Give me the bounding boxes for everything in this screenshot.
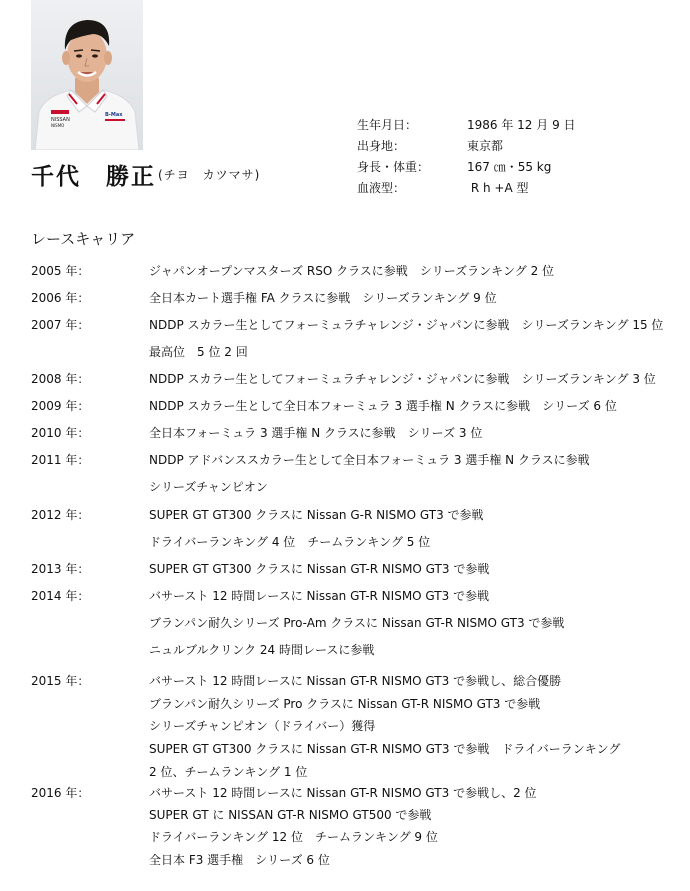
profile-value: 1986 年 12 月 9 日 <box>467 118 576 132</box>
svg-text:NISMO: NISMO <box>51 123 65 128</box>
career-year: 2015 年： <box>31 674 90 688</box>
career-line: ブランパン耐久シリーズ Pro クラスに Nissan GT-R NISMO GT3 で参戦 <box>149 697 541 711</box>
driver-portrait <box>31 0 143 150</box>
career-line: バサースト 12 時間レースに Nissan GT-R NISMO GT3 で参戦 <box>149 589 490 603</box>
career-year: 2011 年： <box>31 453 90 467</box>
career-line: 全日本 F3 選手権 シリーズ 6 位 <box>149 853 330 867</box>
career-line: ドライバーランキング 4 位 チームランキング 5 位 <box>149 535 431 549</box>
career-line: 全日本カート選手権 FA クラスに参戦 シリーズランキング 9 位 <box>149 291 497 305</box>
career-year: 2016 年： <box>31 786 90 800</box>
career-line: SUPER GT GT300 クラスに Nissan GT-R NISMO GT3 で参戦 ドライバーランキング <box>149 742 621 756</box>
profile-label: 出身地： <box>357 139 406 153</box>
career-year: 2007 年： <box>31 318 90 332</box>
career-year: 2010 年： <box>31 426 90 440</box>
driver-name: 千代 勝正 <box>31 164 156 190</box>
profile-label: 身長・体重： <box>357 160 430 174</box>
career-year: 2005 年： <box>31 264 90 278</box>
career-line: ジャパンオープンマスターズ RSO クラスに参戦 シリーズランキング 2 位 <box>149 264 555 278</box>
career-year: 2012 年： <box>31 508 90 522</box>
career-line: NDDP アドバンススカラー生として全日本フォーミュラ 3 選手権 N クラスに参戦 <box>149 453 590 467</box>
career-line: 全日本フォーミュラ 3 選手権 N クラスに参戦 シリーズ 3 位 <box>149 426 483 440</box>
career-line: SUPER GT GT300 クラスに Nissan GT-R NISMO GT3 で参戦 <box>149 562 490 576</box>
profile-row-birthplace <box>357 137 504 158</box>
career-line: ニュルブルクリンク 24 時間レースに参戦 <box>149 643 375 657</box>
career-line: 2 位、チームランキング 1 位 <box>149 765 308 779</box>
svg-text:NISSAN: NISSAN <box>51 117 70 123</box>
career-section-title: レースキャリア <box>31 230 136 248</box>
profile-value: 東京都 <box>467 139 504 153</box>
profile-value: 167 ㎝・55 kg <box>467 160 552 174</box>
career-year: 2008 年： <box>31 372 90 386</box>
profile-photo <box>31 0 143 150</box>
career-line: バサースト 12 時間レースに Nissan GT-R NISMO GT3 で参戦し、2 位 <box>149 786 537 800</box>
career-year: 2006 年： <box>31 291 90 305</box>
profile-label: 生年月日： <box>357 118 418 132</box>
career-line: シリーズチャンピオン <box>149 480 268 494</box>
career-year: 2013 年： <box>31 562 90 576</box>
profile-row-birthdate <box>357 116 576 137</box>
career-line: バサースト 12 時間レースに Nissan GT-R NISMO GT3 で参戦し、総合優勝 <box>149 674 562 688</box>
career-line: NDDP スカラー生としてフォーミュラチャレンジ・ジャパンに参戦 シリーズランキング 3 位 <box>149 372 656 386</box>
career-year: 2009 年： <box>31 399 90 413</box>
career-line: ブランパン耐久シリーズ Pro-Am クラスに Nissan GT-R NISMO GT3 で参戦 <box>149 616 565 630</box>
career-line: NDDP スカラー生としてフォーミュラチャレンジ・ジャパンに参戦 シリーズランキング 15 位 <box>149 318 664 332</box>
profile-table <box>357 116 576 200</box>
career-line: SUPER GT に NISSAN GT-R NISMO GT500 で参戦 <box>149 808 432 822</box>
profile-value: R h +A 型 <box>467 181 529 195</box>
profile-row-blood-type <box>357 179 529 200</box>
driver-name-kana: (チヨ カツマサ) <box>158 168 261 182</box>
career-year: 2014 年： <box>31 589 90 603</box>
profile-row-height-weight <box>357 158 552 179</box>
career-line: 最高位 5 位 2 回 <box>149 345 248 359</box>
career-line: SUPER GT GT300 クラスに Nissan G-R NISMO GT3 で参戦 <box>149 508 484 522</box>
career-line: シリーズチャンピオン（ドライバー）獲得 <box>149 719 376 733</box>
career-line: NDDP スカラー生として全日本フォーミュラ 3 選手権 N クラスに参戦 シリーズ 6 位 <box>149 399 617 413</box>
svg-text:B-Max: B-Max <box>105 112 123 118</box>
career-line: ドライバーランキング 12 位 チームランキング 9 位 <box>149 830 438 844</box>
profile-label: 血液型： <box>357 181 406 195</box>
